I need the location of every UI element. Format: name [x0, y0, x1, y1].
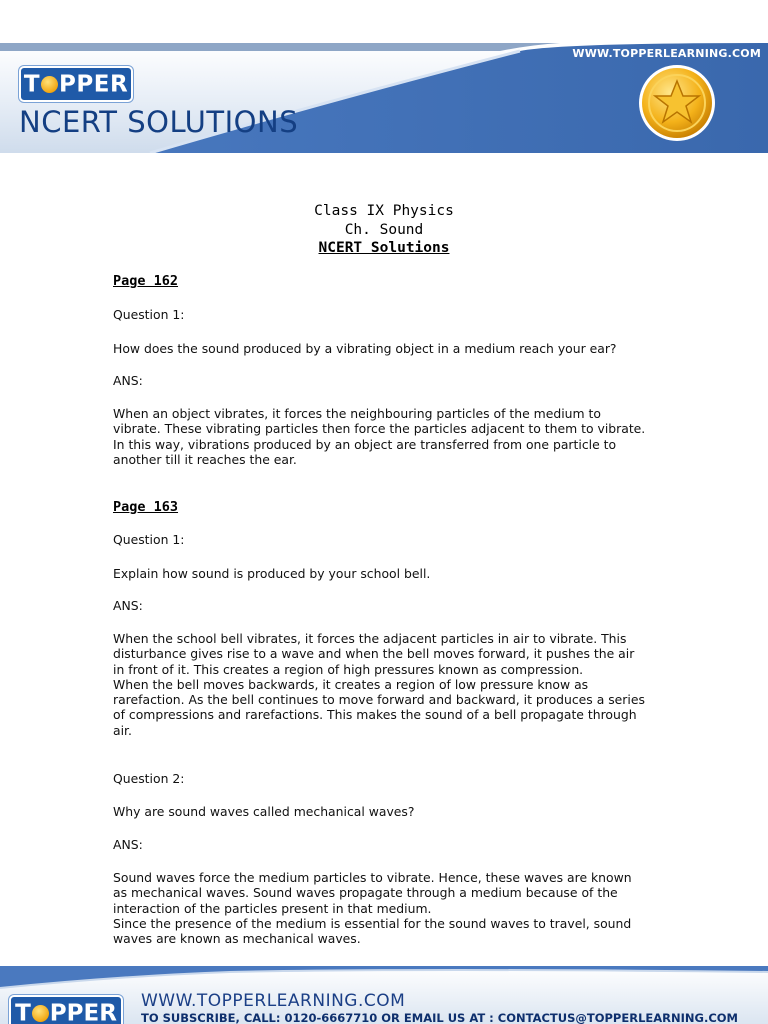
footer-contact: TO SUBSCRIBE, CALL: 0120-6667710 OR EMAIL US AT : CONTACTUS@TOPPERLEARNING.COM — [141, 1011, 739, 1024]
logo-letter: T — [23, 71, 41, 98]
footer-banner — [0, 966, 768, 1024]
question-text: How does the sound produced by a vibrating object in a medium reach your ear? — [113, 341, 617, 356]
answer-label: ANS: — [113, 837, 143, 852]
logo-coin-icon — [41, 76, 58, 93]
footer-topper-logo — [9, 995, 123, 1024]
title-class: Class IX Physics — [314, 203, 454, 219]
question-label: Question 1: — [113, 307, 185, 322]
answer-line: Sound waves force the medium particles to vibrate. Hence, these waves are known — [113, 870, 632, 885]
answer-line: rarefaction. As the bell continues to move forward and backward, it produces a series — [113, 692, 645, 708]
section-page-163 — [113, 500, 673, 515]
question-text-block — [113, 804, 673, 819]
answer-line: Since the presence of the medium is essential for the sound waves to travel, sound — [113, 915, 632, 931]
answer-label-block — [113, 837, 673, 852]
answer-text — [113, 631, 673, 738]
question-block — [113, 771, 673, 786]
banner-title: NCERT SOLUTIONS — [19, 105, 299, 139]
question-text: Explain how sound is produced by your school bell. — [113, 566, 431, 581]
answer-label-block — [113, 373, 673, 388]
star-medal-icon — [637, 63, 717, 143]
answer-label-block — [113, 598, 673, 613]
question-text: Why are sound waves called mechanical waves? — [113, 804, 415, 819]
answer-line: disturbance gives rise to a wave and when the bell moves forward, it pushes the air — [113, 646, 635, 662]
site-url[interactable]: WWW.TOPPERLEARNING.COM — [572, 47, 761, 60]
logo-letters: PPER — [59, 71, 129, 98]
answer-line: air. — [113, 722, 132, 738]
answer-line: in front of it. This creates a region of high pressures known as compression. — [113, 661, 584, 677]
logo-letter: T — [15, 1000, 31, 1024]
answer-text — [113, 870, 673, 946]
answer-line: In this way, vibrations produced by an object are transferred from one particle to — [113, 436, 617, 452]
answer-line: vibrate. These vibrating particles then force the particles adjacent to them to vibrate. — [113, 421, 646, 437]
answer-line: When the bell moves backwards, it creates a region of low pressure know as — [113, 676, 589, 692]
header-banner — [0, 43, 768, 153]
logo-letters: PPER — [49, 1000, 117, 1024]
answer-line: interaction of the particles present in that medium. — [113, 900, 432, 916]
answer-label: ANS: — [113, 598, 143, 613]
question-block — [113, 307, 673, 322]
logo-coin-icon — [32, 1005, 49, 1022]
document-title — [0, 202, 768, 258]
page-heading: Page 162 — [113, 273, 179, 289]
answer-line: another till it reaches the ear. — [113, 451, 297, 467]
page-heading: Page 163 — [113, 499, 179, 515]
question-block — [113, 532, 673, 547]
answer-line: as mechanical waves. Sound waves propagate through a medium because of the — [113, 885, 618, 901]
answer-label: ANS: — [113, 373, 143, 388]
section-page-162 — [113, 274, 673, 289]
topper-logo — [19, 66, 133, 102]
answer-line: When an object vibrates, it forces the neighbouring particles of the medium to — [113, 406, 601, 421]
question-text-block — [113, 341, 673, 356]
answer-line: When the school bell vibrates, it forces the adjacent particles in air to vibrate. This — [113, 631, 627, 646]
answer-line: waves are known as mechanical waves. — [113, 931, 361, 947]
answer-text — [113, 406, 673, 467]
question-label: Question 1: — [113, 532, 185, 547]
answer-line: of compressions and rarefactions. This makes the sound of a bell propagate through — [113, 707, 637, 723]
question-text-block — [113, 566, 673, 581]
title-chapter: Ch. Sound — [344, 221, 424, 238]
title-ncert-solutions: NCERT Solutions — [318, 240, 450, 256]
footer-url[interactable]: WWW.TOPPERLEARNING.COM — [141, 991, 406, 1011]
question-label: Question 2: — [113, 771, 185, 786]
